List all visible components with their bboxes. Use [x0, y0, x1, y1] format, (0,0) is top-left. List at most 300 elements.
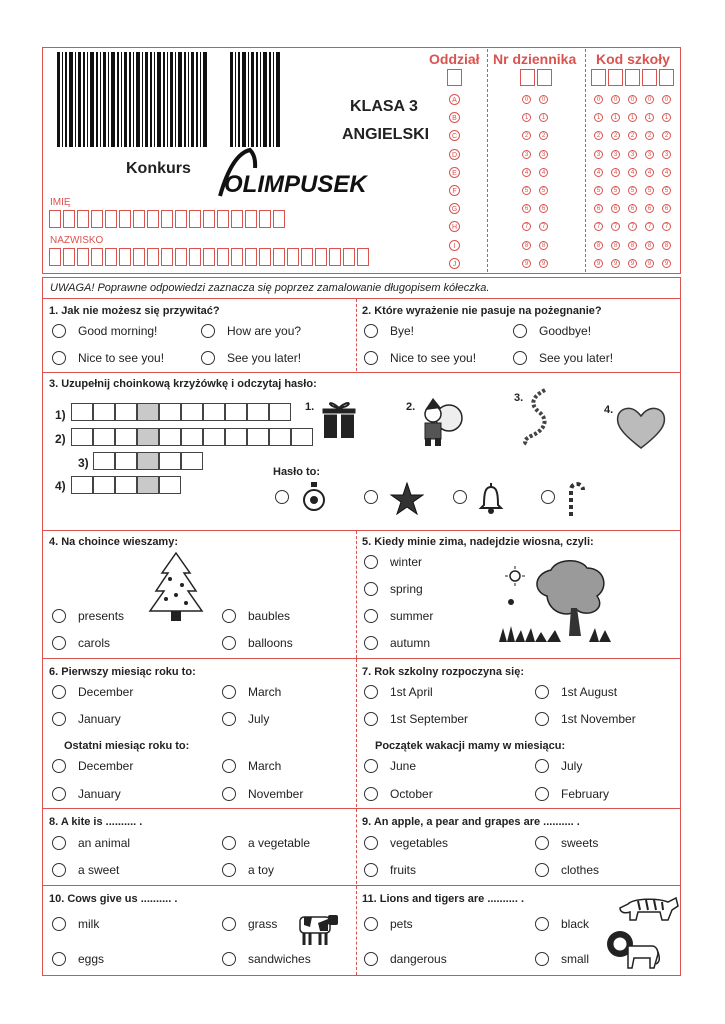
candy-cane-icon — [565, 480, 587, 518]
kod-szkoly-bubble[interactable]: 1 — [662, 113, 671, 122]
pic-4-label: 4. — [604, 404, 614, 416]
oddzial-header: Oddział — [429, 51, 480, 67]
kod-szkoly-bubble[interactable]: 3 — [611, 150, 620, 159]
radio[interactable] — [52, 351, 66, 365]
q2-option-3[interactable]: Nice to see you! — [364, 351, 476, 365]
nr-dziennika-header: Nr dziennika — [493, 51, 577, 67]
oddzial-bubble[interactable]: G — [449, 203, 460, 214]
kod-szkoly-bubble[interactable]: 0 — [594, 95, 603, 104]
nr-dziennika-bubble[interactable]: 9 — [539, 259, 548, 268]
radio[interactable] — [364, 582, 378, 596]
radio[interactable] — [52, 863, 66, 877]
letter-box[interactable] — [63, 210, 75, 228]
kod-szkoly-bubble[interactable]: 4 — [611, 168, 620, 177]
q7-option-4[interactable]: 1st November — [535, 712, 636, 726]
christmas-tree-icon — [146, 549, 206, 625]
oddzial-bubble[interactable]: C — [449, 130, 460, 141]
q6-option-1[interactable]: December — [52, 685, 133, 699]
crossword-cell[interactable] — [93, 476, 115, 494]
crossword-cell[interactable] — [225, 428, 247, 446]
nr-dziennika-bubble[interactable]: 4 — [539, 168, 548, 177]
letter-box[interactable] — [203, 210, 215, 228]
kod-szkoly-bubble[interactable]: 3 — [628, 150, 637, 159]
letter-box[interactable] — [231, 210, 243, 228]
logo-text: OLIMPUSEK — [224, 171, 367, 198]
crossword-password-cell[interactable] — [137, 403, 159, 421]
radio[interactable] — [535, 685, 549, 699]
nr-dziennika-bubble[interactable]: 1 — [522, 113, 531, 122]
q11-option-2[interactable]: black — [535, 917, 589, 931]
letter-box[interactable] — [133, 210, 145, 228]
q5-option-3[interactable]: summer — [364, 609, 433, 623]
nr-dziennika-bubble[interactable]: 8 — [539, 241, 548, 250]
q7-option-3[interactable]: 1st September — [364, 712, 468, 726]
letter-box[interactable] — [147, 248, 159, 266]
q3-option-4[interactable] — [541, 490, 567, 504]
kod-szkoly-bubble[interactable]: 1 — [611, 113, 620, 122]
kod-szkoly-bubble[interactable]: 8 — [611, 241, 620, 250]
nr-dziennika-bubble[interactable]: 7 — [539, 222, 548, 231]
kod-szkoly-bubble[interactable]: 6 — [662, 204, 671, 213]
kod-szkoly-bubble[interactable]: 4 — [662, 168, 671, 177]
kod-szkoly-bubble[interactable]: 9 — [645, 259, 654, 268]
q6-title-2: Ostatni miesiąc roku to: — [64, 740, 190, 752]
nr-dziennika-bubble[interactable]: 9 — [522, 259, 531, 268]
vdiv-q6q7 — [356, 659, 357, 807]
radio[interactable] — [364, 636, 378, 650]
oddzial-bubble[interactable]: B — [449, 112, 460, 123]
nazwisko-boxes[interactable] — [49, 248, 371, 266]
crossword-cell[interactable] — [181, 428, 203, 446]
q7-option-2[interactable]: 1st August — [535, 685, 617, 699]
nr-dziennika-bubble[interactable]: 4 — [522, 168, 531, 177]
q6-option-2[interactable]: March — [222, 685, 281, 699]
radio[interactable] — [52, 636, 66, 650]
radio[interactable] — [364, 351, 378, 365]
q7-title-2: Początek wakacji mamy w miesiącu: — [375, 740, 566, 752]
crossword-cell[interactable] — [203, 403, 225, 421]
oddzial-bubble[interactable]: H — [449, 221, 460, 232]
letter-box[interactable] — [245, 210, 257, 228]
crossword-cell[interactable] — [159, 452, 181, 470]
letter-box[interactable] — [287, 248, 299, 266]
nr-dziennika-bubble[interactable]: 6 — [539, 204, 548, 213]
radio[interactable] — [222, 787, 236, 801]
sep-q3 — [43, 372, 680, 373]
q10-option-2[interactable]: grass — [222, 917, 277, 931]
letter-box[interactable] — [245, 248, 257, 266]
radio[interactable] — [222, 759, 236, 773]
q8-option-3[interactable]: a sweet — [52, 863, 119, 877]
letter-box[interactable] — [161, 248, 173, 266]
q3-option-2[interactable] — [364, 490, 390, 504]
konkurs-label: Konkurs — [126, 160, 191, 177]
q7-option-1[interactable]: 1st April — [364, 685, 433, 699]
q9-option-4[interactable]: clothes — [535, 863, 599, 877]
radio[interactable] — [364, 917, 378, 931]
q8-option-2[interactable]: a vegetable — [222, 836, 310, 850]
nr-dziennika-bubble[interactable]: 8 — [522, 241, 531, 250]
radio[interactable] — [222, 863, 236, 877]
kod-szkoly-bubble[interactable]: 1 — [594, 113, 603, 122]
q8-option-4[interactable]: a toy — [222, 863, 274, 877]
crossword-cell[interactable] — [159, 428, 181, 446]
q3-option-1[interactable] — [275, 490, 301, 504]
kod-szkoly-bubble[interactable]: 4 — [628, 168, 637, 177]
radio[interactable] — [364, 685, 378, 699]
radio[interactable] — [364, 324, 378, 338]
q1-option-4[interactable]: See you later! — [201, 351, 301, 365]
kod-szkoly-bubble[interactable]: 3 — [662, 150, 671, 159]
crossword-cell[interactable] — [93, 452, 115, 470]
crossword-cell[interactable] — [93, 403, 115, 421]
q7-title: 7. Rok szkolny rozpoczyna się: — [362, 666, 524, 678]
q8-option-1[interactable]: an animal — [52, 836, 130, 850]
q1-option-2[interactable]: How are you? — [201, 324, 301, 338]
kod-szkoly-bubble[interactable]: 9 — [662, 259, 671, 268]
q8-title: 8. A kite is .......... . — [49, 816, 143, 828]
kod-szkoly-bubble[interactable]: 9 — [594, 259, 603, 268]
q9-option-3[interactable]: fruits — [364, 863, 416, 877]
kod-szkoly-bubble[interactable]: 2 — [611, 131, 620, 140]
kod-szkoly-bubble[interactable]: 5 — [611, 186, 620, 195]
letter-box[interactable] — [91, 248, 103, 266]
q11-title: 11. Lions and tigers are .......... . — [362, 893, 524, 905]
nr-dziennika-bubble[interactable]: 5 — [539, 186, 548, 195]
kod-szkoly-bubble[interactable]: 7 — [594, 222, 603, 231]
nr-dziennika-bubble[interactable]: 1 — [539, 113, 548, 122]
crossword-cell[interactable] — [115, 428, 137, 446]
imie-label: IMIĘ — [50, 197, 71, 208]
letter-box[interactable] — [273, 248, 285, 266]
gift-icon — [320, 396, 358, 440]
letter-box[interactable] — [49, 248, 61, 266]
cw-row-1-label: 1) — [55, 408, 66, 422]
kod-szkoly-bubble[interactable]: 6 — [645, 204, 654, 213]
radio[interactable] — [201, 351, 215, 365]
q2-option-1[interactable]: Bye! — [364, 324, 414, 338]
crossword-cell[interactable] — [225, 403, 247, 421]
radio[interactable] — [52, 917, 66, 931]
q11-option-4[interactable]: small — [535, 952, 589, 966]
q6b-option-4[interactable]: November — [222, 787, 303, 801]
vdiv-q10q11 — [356, 886, 357, 975]
kod-szkoly-bubble[interactable]: 7 — [611, 222, 620, 231]
kod-szkoly-bubble[interactable]: 0 — [662, 95, 671, 104]
nr-dziennika-boxes[interactable] — [520, 69, 554, 91]
radio[interactable] — [275, 490, 289, 504]
radio[interactable] — [513, 351, 527, 365]
kod-szkoly-bubble[interactable]: 5 — [594, 186, 603, 195]
oddzial-bubble[interactable]: J — [449, 258, 460, 269]
kod-szkoly-bubble[interactable]: 0 — [611, 95, 620, 104]
q4-option-4[interactable]: balloons — [222, 636, 293, 650]
nr-dziennika-bubble[interactable]: 7 — [522, 222, 531, 231]
q4-title: 4. Na choince wieszamy: — [49, 536, 178, 548]
radio[interactable] — [535, 863, 549, 877]
crossword-cell[interactable] — [181, 403, 203, 421]
header-divider-2 — [585, 49, 586, 272]
header-divider-1 — [487, 49, 488, 272]
star-icon — [390, 482, 424, 516]
q6b-option-1[interactable]: December — [52, 759, 133, 773]
crossword-cell[interactable] — [115, 476, 137, 494]
letter-box[interactable] — [105, 210, 117, 228]
q7b-option-4[interactable]: February — [535, 787, 609, 801]
q4-option-2[interactable]: baubles — [222, 609, 290, 623]
radio[interactable] — [52, 787, 66, 801]
q6b-option-2[interactable]: March — [222, 759, 281, 773]
letter-box[interactable] — [147, 210, 159, 228]
nr-dziennika-bubble[interactable]: 0 — [539, 95, 548, 104]
kod-szkoly-bubble[interactable]: 5 — [628, 186, 637, 195]
kod-szkoly-bubble[interactable]: 7 — [628, 222, 637, 231]
vdiv-q1q2 — [356, 299, 357, 371]
oddzial-bubble[interactable]: A — [449, 94, 460, 105]
crossword-cell[interactable] — [159, 403, 181, 421]
kod-szkoly-bubble[interactable]: 6 — [628, 204, 637, 213]
letter-box[interactable] — [217, 248, 229, 266]
kod-szkoly-bubble[interactable]: 0 — [645, 95, 654, 104]
vdiv-q4q5 — [356, 531, 357, 658]
letter-box[interactable] — [175, 248, 187, 266]
q10-option-1[interactable]: milk — [52, 917, 99, 931]
letter-box[interactable] — [175, 210, 187, 228]
q2-option-2[interactable]: Goodbye! — [513, 324, 591, 338]
kod-szkoly-bubble[interactable]: 8 — [662, 241, 671, 250]
barcode-right — [230, 52, 282, 147]
radio[interactable] — [52, 685, 66, 699]
crossword-cell[interactable] — [71, 403, 93, 421]
radio[interactable] — [222, 917, 236, 931]
radio[interactable] — [222, 609, 236, 623]
radio[interactable] — [364, 836, 378, 850]
radio[interactable] — [52, 712, 66, 726]
sep-q4 — [43, 530, 680, 531]
letter-box[interactable] — [329, 248, 341, 266]
q9-option-2[interactable]: sweets — [535, 836, 598, 850]
crossword-cell[interactable] — [247, 428, 269, 446]
kod-szkoly-bubble[interactable]: 7 — [645, 222, 654, 231]
q4-option-1[interactable]: presents — [52, 609, 124, 623]
radio[interactable] — [222, 636, 236, 650]
radio[interactable] — [513, 324, 527, 338]
crossword-password-cell[interactable] — [137, 476, 159, 494]
crossword-cell[interactable] — [93, 428, 115, 446]
q11-option-3[interactable]: dangerous — [364, 952, 447, 966]
q2-option-4[interactable]: See you later! — [513, 351, 613, 365]
letter-box[interactable] — [105, 248, 117, 266]
kod-szkoly-bubble[interactable]: 1 — [645, 113, 654, 122]
letter-box[interactable] — [119, 210, 131, 228]
kod-szkoly-bubble[interactable]: 0 — [628, 95, 637, 104]
radio[interactable] — [535, 917, 549, 931]
radio[interactable] — [222, 712, 236, 726]
letter-box[interactable] — [315, 248, 327, 266]
radio[interactable] — [52, 759, 66, 773]
crossword-cell[interactable] — [247, 403, 269, 421]
q4-option-3[interactable]: carols — [52, 636, 110, 650]
letter-box[interactable] — [259, 248, 271, 266]
letter-box[interactable] — [77, 210, 89, 228]
q7b-option-2[interactable]: July — [535, 759, 582, 773]
radio[interactable] — [364, 759, 378, 773]
radio[interactable] — [222, 836, 236, 850]
q3-option-3[interactable] — [453, 490, 479, 504]
nr-dziennika-bubble[interactable]: 2 — [522, 131, 531, 140]
crossword-cell[interactable] — [159, 476, 181, 494]
letter-box[interactable] — [259, 210, 271, 228]
kod-szkoly-bubble[interactable]: 3 — [645, 150, 654, 159]
kod-szkoly-bubble[interactable]: 8 — [645, 241, 654, 250]
radio[interactable] — [52, 324, 66, 338]
q6-title: 6. Pierwszy miesiąc roku to: — [49, 666, 196, 678]
radio[interactable] — [535, 952, 549, 966]
q11-option-1[interactable]: pets — [364, 917, 413, 931]
imie-boxes[interactable] — [49, 210, 287, 228]
kod-szkoly-bubble[interactable]: 2 — [645, 131, 654, 140]
q6b-option-3[interactable]: January — [52, 787, 121, 801]
letter-box[interactable] — [301, 248, 313, 266]
santa-icon — [413, 396, 463, 450]
q5-option-4[interactable]: autumn — [364, 636, 430, 650]
subject-label: ANGIELSKI — [342, 126, 430, 143]
radio[interactable] — [535, 787, 549, 801]
pic-2-label: 2. — [406, 401, 416, 413]
q1-option-3[interactable]: Nice to see you! — [52, 351, 164, 365]
q1-option-1[interactable]: Good morning! — [52, 324, 157, 338]
crossword-password-cell[interactable] — [137, 428, 159, 446]
letter-box[interactable] — [133, 248, 145, 266]
radio[interactable] — [222, 685, 236, 699]
letter-box[interactable] — [119, 248, 131, 266]
bauble-icon — [302, 481, 326, 515]
crossword-cell[interactable] — [269, 428, 291, 446]
q10-option-4[interactable]: sandwiches — [222, 952, 311, 966]
q5-option-1[interactable]: winter — [364, 555, 422, 569]
crossword-cell[interactable] — [269, 403, 291, 421]
q9-title: 9. An apple, a pear and grapes are .......... . — [362, 816, 580, 828]
letter-box[interactable] — [357, 248, 369, 266]
kod-szkoly-bubble[interactable]: 9 — [628, 259, 637, 268]
notice: UWAGA! Poprawne odpowiedzi zaznacza się poprzez zamalowanie długopisem kółeczka. — [50, 282, 490, 294]
radio[interactable] — [541, 490, 555, 504]
crossword-cell[interactable] — [115, 403, 137, 421]
radio[interactable] — [364, 712, 378, 726]
oddzial-bubble[interactable]: E — [449, 167, 460, 178]
kod-szkoly-bubble[interactable]: 2 — [662, 131, 671, 140]
kod-szkoly-bubble[interactable]: 1 — [628, 113, 637, 122]
letter-box[interactable] — [343, 248, 355, 266]
radio[interactable] — [535, 759, 549, 773]
radio[interactable] — [535, 712, 549, 726]
q3-title: 3. Uzupełnij choinkową krzyżówkę i odczytaj hasło: — [49, 378, 317, 390]
letter-box[interactable] — [91, 210, 103, 228]
radio[interactable] — [52, 609, 66, 623]
nr-dziennika-bubble[interactable]: 3 — [539, 150, 548, 159]
radio[interactable] — [201, 324, 215, 338]
nr-dziennika-bubble[interactable]: 5 — [522, 186, 531, 195]
kod-szkoly-bubble[interactable]: 8 — [628, 241, 637, 250]
oddzial-bubble[interactable]: D — [449, 149, 460, 160]
q5-option-2[interactable]: spring — [364, 582, 423, 596]
kod-szkoly-bubble[interactable]: 4 — [645, 168, 654, 177]
oddzial-bubble[interactable]: I — [449, 240, 460, 251]
radio[interactable] — [535, 836, 549, 850]
radio[interactable] — [364, 555, 378, 569]
radio[interactable] — [364, 490, 378, 504]
kod-szkoly-bubble[interactable]: 2 — [594, 131, 603, 140]
letter-box[interactable] — [189, 210, 201, 228]
radio[interactable] — [364, 609, 378, 623]
spring-tree-icon — [497, 556, 617, 646]
crossword-cell[interactable] — [115, 452, 137, 470]
letter-box[interactable] — [203, 248, 215, 266]
haslo-label: Hasło to: — [273, 466, 321, 478]
q10-option-3[interactable]: eggs — [52, 952, 104, 966]
radio[interactable] — [364, 863, 378, 877]
radio[interactable] — [364, 787, 378, 801]
kod-szkoly-bubble[interactable]: 2 — [628, 131, 637, 140]
crossword-cell[interactable] — [291, 428, 313, 446]
q9-option-1[interactable]: vegetables — [364, 836, 448, 850]
nr-dziennika-bubble[interactable]: 0 — [522, 95, 531, 104]
oddzial-bubble[interactable]: F — [449, 185, 460, 196]
nr-dziennika-bubble[interactable]: 2 — [539, 131, 548, 140]
crossword-cell[interactable] — [71, 428, 93, 446]
letter-box[interactable] — [273, 210, 285, 228]
kod-szkoly-bubble[interactable]: 5 — [662, 186, 671, 195]
radio[interactable] — [453, 490, 467, 504]
letter-box[interactable] — [189, 248, 201, 266]
kod-szkoly-bubble[interactable]: 6 — [611, 204, 620, 213]
crossword-password-cell[interactable] — [137, 452, 159, 470]
radio[interactable] — [52, 836, 66, 850]
kod-szkoly-bubble[interactable]: 7 — [662, 222, 671, 231]
letter-box[interactable] — [77, 248, 89, 266]
oddzial-box[interactable] — [447, 69, 464, 91]
crossword-cell[interactable] — [71, 476, 93, 494]
kod-szkoly-bubble[interactable]: 4 — [594, 168, 603, 177]
letter-box[interactable] — [49, 210, 61, 228]
q6-option-4[interactable]: July — [222, 712, 269, 726]
q6-option-3[interactable]: January — [52, 712, 121, 726]
letter-box[interactable] — [231, 248, 243, 266]
kod-szkoly-boxes[interactable] — [591, 69, 676, 91]
q7b-option-1[interactable]: June — [364, 759, 416, 773]
letter-box[interactable] — [217, 210, 229, 228]
letter-box[interactable] — [161, 210, 173, 228]
chain-icon — [515, 386, 555, 448]
kod-szkoly-bubble[interactable]: 8 — [594, 241, 603, 250]
letter-box[interactable] — [63, 248, 75, 266]
kod-szkoly-bubble[interactable]: 3 — [594, 150, 603, 159]
crossword-cell[interactable] — [181, 452, 203, 470]
nr-dziennika-bubble[interactable]: 6 — [522, 204, 531, 213]
sep-notice — [43, 298, 680, 299]
q7b-option-3[interactable]: October — [364, 787, 433, 801]
kod-szkoly-bubble[interactable]: 9 — [611, 259, 620, 268]
kod-szkoly-bubble[interactable]: 6 — [594, 204, 603, 213]
kod-szkoly-bubble[interactable]: 5 — [645, 186, 654, 195]
radio[interactable] — [364, 952, 378, 966]
radio[interactable] — [52, 952, 66, 966]
q1-title: 1. Jak nie możesz się przywitać? — [49, 305, 220, 317]
crossword-cell[interactable] — [203, 428, 225, 446]
nr-dziennika-bubble[interactable]: 3 — [522, 150, 531, 159]
cw-row-4-label: 4) — [55, 479, 66, 493]
radio[interactable] — [222, 952, 236, 966]
